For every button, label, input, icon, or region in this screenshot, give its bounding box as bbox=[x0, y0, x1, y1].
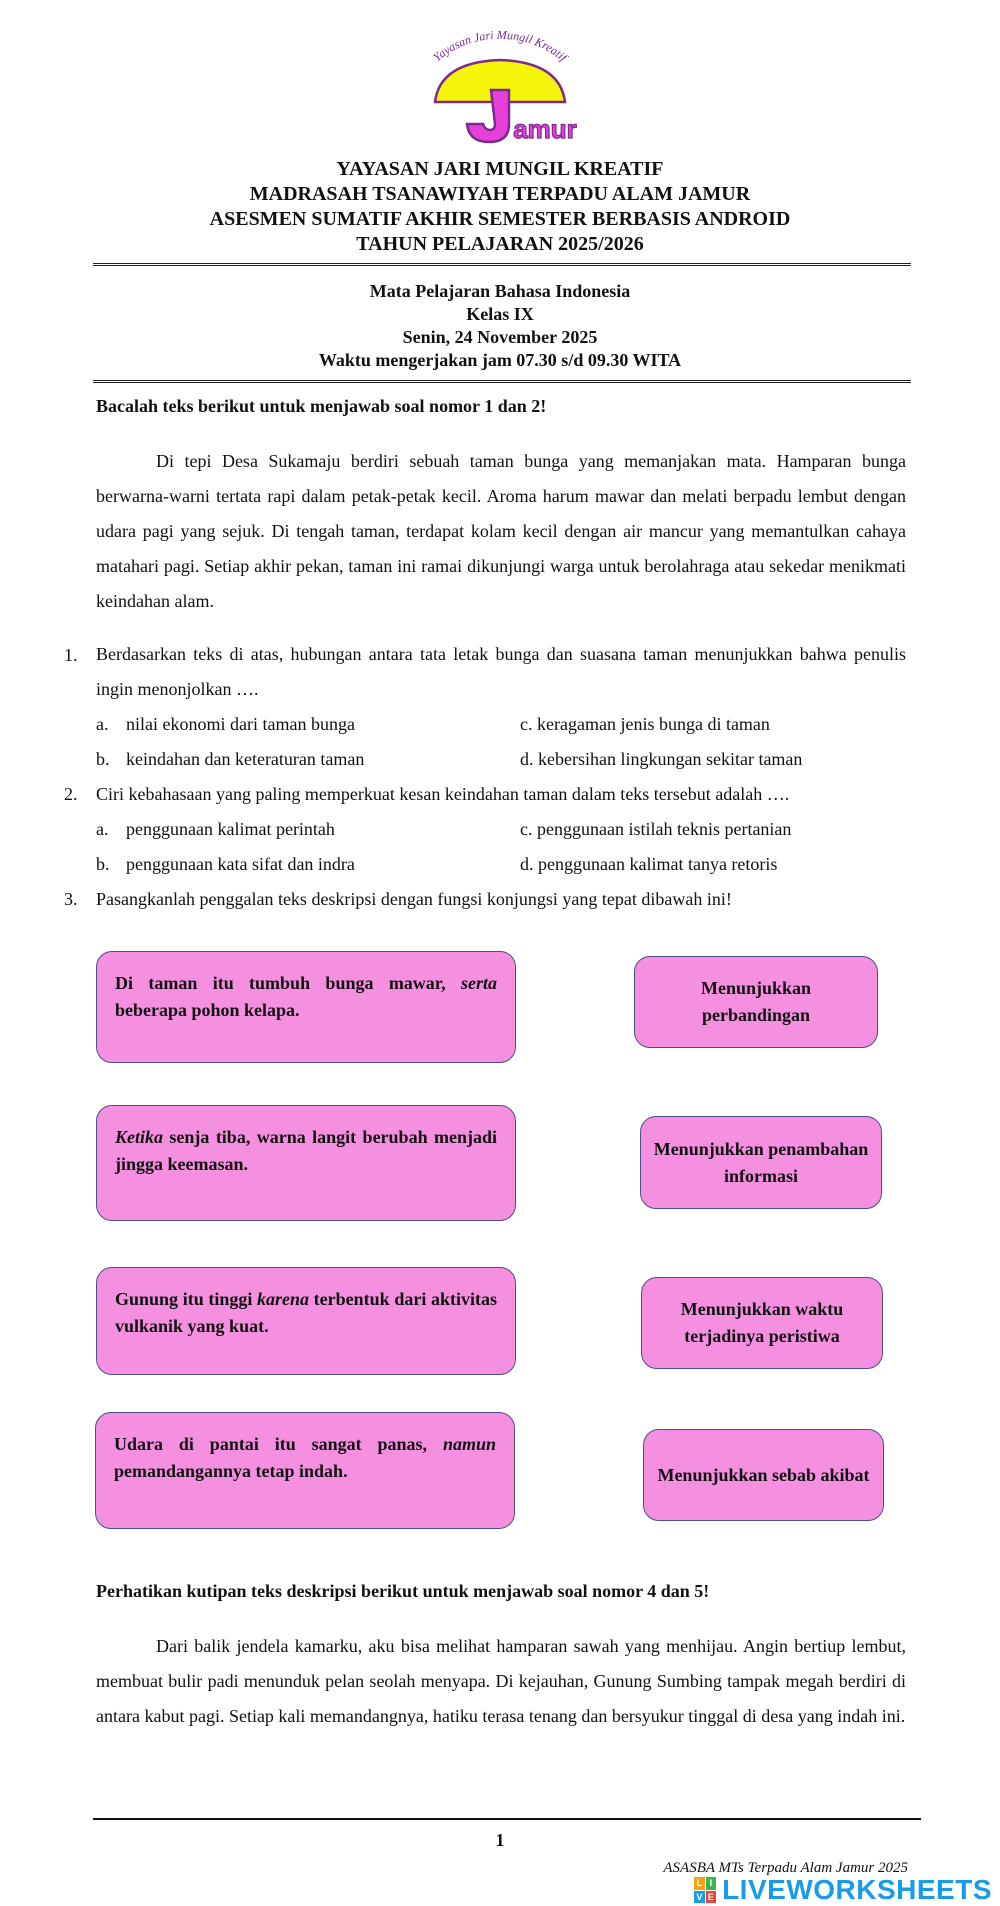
q2-option-b[interactable] bbox=[96, 854, 355, 875]
badge-cell: I bbox=[706, 1877, 717, 1890]
match-function-label: Menunjukkan sebab akibat bbox=[657, 1464, 870, 1485]
option-text: penggunaan istilah teknis pertanian bbox=[537, 819, 792, 839]
badge-cell: L bbox=[694, 1877, 705, 1890]
match-text-post: terbentuk dari aktivitas vulkanik yang kuat. bbox=[115, 1289, 497, 1336]
q2-option-d[interactable] bbox=[520, 854, 777, 875]
question-2-number: 2. bbox=[64, 784, 78, 804]
option-letter: a. bbox=[96, 714, 109, 734]
liveworksheets-logo-icon bbox=[694, 1877, 716, 1903]
match-left-2[interactable] bbox=[96, 1105, 516, 1221]
option-text: penggunaan kalimat perintah bbox=[126, 819, 335, 839]
match-left-3[interactable] bbox=[96, 1267, 516, 1375]
match-text-pre: Di taman itu tumbuh bunga mawar, bbox=[115, 973, 461, 993]
option-letter: d. bbox=[520, 749, 534, 769]
match-function-label: Menunjukkan perbandingan bbox=[700, 978, 812, 1025]
option-letter: d. bbox=[520, 854, 534, 874]
match-right-1[interactable] bbox=[634, 956, 878, 1048]
passage-taman bbox=[96, 444, 906, 619]
option-text: penggunaan kalimat tanya retoris bbox=[538, 854, 778, 874]
badge-cell: V bbox=[694, 1891, 705, 1904]
logo-wordmark: amur bbox=[513, 114, 577, 144]
question-2-text: Ciri kebahasaan yang paling memperkuat kesan keindahan taman dalam teks tersebut adalah …. bbox=[96, 784, 790, 804]
jamur-logo-icon bbox=[395, 20, 605, 145]
option-letter: c. bbox=[520, 714, 533, 734]
question-3-number: 3. bbox=[64, 889, 78, 909]
match-conjunction: karena bbox=[257, 1289, 310, 1309]
instruction-q4-5: Perhatikan kutipan teks deskripsi berikut untuk menjawab soal nomor 4 dan 5! bbox=[96, 1581, 710, 1601]
match-conjunction: Ketika bbox=[115, 1127, 163, 1147]
match-text-post: beberapa pohon kelapa. bbox=[115, 1000, 300, 1020]
match-left-1[interactable] bbox=[96, 951, 516, 1063]
match-function-label: Menunjukkan penambahan informasi bbox=[653, 1138, 869, 1186]
info-divider bbox=[93, 380, 911, 383]
page-number: 1 bbox=[495, 1830, 505, 1850]
passage-taman-text: Di tepi Desa Sukamaju berdiri sebuah taman bunga yang memanjakan mata. Hamparan bunga berwarna-warni tertata rapi dalam petak-petak kecil. Aroma harum mawar dan melati berpadu lembut dengan udara pagi yang sejuk. Di tengah taman, terdapat kolam kecil dengan air mancur yang memantulkan cahaya matahari pagi. Setiap akhir pekan, taman ini ramai dikunjungi warga untuk berolahraga atau sekedar menikmati keindahan alam. bbox=[96, 451, 906, 611]
match-text-pre: Gunung itu tinggi bbox=[115, 1289, 258, 1309]
match-right-2[interactable] bbox=[640, 1116, 882, 1209]
exam-date: Senin, 24 November 2025 bbox=[402, 327, 598, 347]
badge-cell: E bbox=[706, 1891, 717, 1904]
match-right-3[interactable] bbox=[641, 1277, 883, 1369]
logo-arc-text: Yayasan Jari Mungil Kreatif bbox=[430, 27, 570, 65]
match-conjunction: namun bbox=[442, 1434, 496, 1454]
footer-divider bbox=[93, 1818, 921, 1820]
exam-time: Waktu mengerjakan jam 07.30 s/d 09.30 WITA bbox=[318, 350, 682, 370]
q1-option-c[interactable] bbox=[520, 714, 770, 735]
header-foundation: YAYASAN JARI MUNGIL KREATIF bbox=[336, 158, 664, 180]
question-3-text: Pasangkanlah penggalan teks deskripsi dengan fungsi konjungsi yang tepat dibawah ini! bbox=[96, 889, 732, 909]
header-school: MADRASAH TSANAWIYAH TERPADU ALAM JAMUR bbox=[249, 183, 751, 205]
option-text: nilai ekonomi dari taman bunga bbox=[126, 714, 355, 734]
match-left-4[interactable] bbox=[95, 1412, 515, 1529]
header-year: TAHUN PELAJARAN 2025/2026 bbox=[356, 233, 644, 255]
header-exam: ASESMEN SUMATIF AKHIR SEMESTER BERBASIS ANDROID bbox=[209, 208, 791, 230]
option-text: keragaman jenis bunga di taman bbox=[537, 714, 770, 734]
instruction-q1-2: Bacalah teks berikut untuk menjawab soal nomor 1 dan 2! bbox=[96, 396, 547, 416]
question-1-text: Berdasarkan teks di atas, hubungan antara tata letak bunga dan suasana taman menunjukkan bahwa penulis ingin menonjolkan …. bbox=[96, 644, 906, 699]
q2-option-a[interactable] bbox=[96, 819, 335, 840]
match-text-pre: Udara di pantai itu sangat panas, bbox=[114, 1434, 443, 1454]
passage-sawah-text: Dari balik jendela kamarku, aku bisa melihat hamparan sawah yang menhijau. Angin bertiup lembut, membuat bulir padi menunduk pelan seolah menyapa. Di kejauhan, Gunung Sumbing tampak megah berdiri di antara kabut pagi. Setiap kali memandangnya, hatiku terasa tenang dan bersyukur tinggal di desa yang indah ini. bbox=[96, 1636, 906, 1726]
match-text-post: pemandangannya tetap indah. bbox=[114, 1461, 348, 1481]
liveworksheets-wordmark: LIVEWORKSHEETS bbox=[722, 1874, 992, 1905]
option-text: kebersihan lingkungan sekitar taman bbox=[538, 749, 803, 769]
question-1-number: 1. bbox=[64, 645, 78, 665]
school-logo bbox=[395, 20, 605, 145]
q1-option-d[interactable] bbox=[520, 749, 802, 770]
match-text-post: senja tiba, warna langit berubah menjadi jingga keemasan. bbox=[115, 1127, 497, 1174]
liveworksheets-brand[interactable] bbox=[694, 1874, 992, 1906]
option-letter: b. bbox=[96, 749, 110, 769]
option-letter: a. bbox=[96, 819, 109, 839]
option-text: penggunaan kata sifat dan indra bbox=[126, 854, 355, 874]
header-divider bbox=[93, 263, 911, 266]
option-letter: c. bbox=[520, 819, 533, 839]
option-letter: b. bbox=[96, 854, 110, 874]
exam-class: Kelas IX bbox=[466, 304, 534, 324]
q1-option-a[interactable] bbox=[96, 714, 355, 735]
option-text: keindahan dan keteraturan taman bbox=[126, 749, 365, 769]
match-function-label: Menunjukkan waktu terjadinya peristiwa bbox=[680, 1299, 844, 1346]
q1-option-b[interactable] bbox=[96, 749, 364, 770]
passage-sawah bbox=[96, 1629, 906, 1734]
match-conjunction: serta bbox=[461, 973, 497, 993]
match-right-4[interactable] bbox=[643, 1429, 884, 1521]
exam-subject: Mata Pelajaran Bahasa Indonesia bbox=[369, 281, 631, 301]
footer-caption: ASASBA MTs Terpadu Alam Jamur 2025 bbox=[663, 1860, 908, 1876]
q2-option-c[interactable] bbox=[520, 819, 791, 840]
